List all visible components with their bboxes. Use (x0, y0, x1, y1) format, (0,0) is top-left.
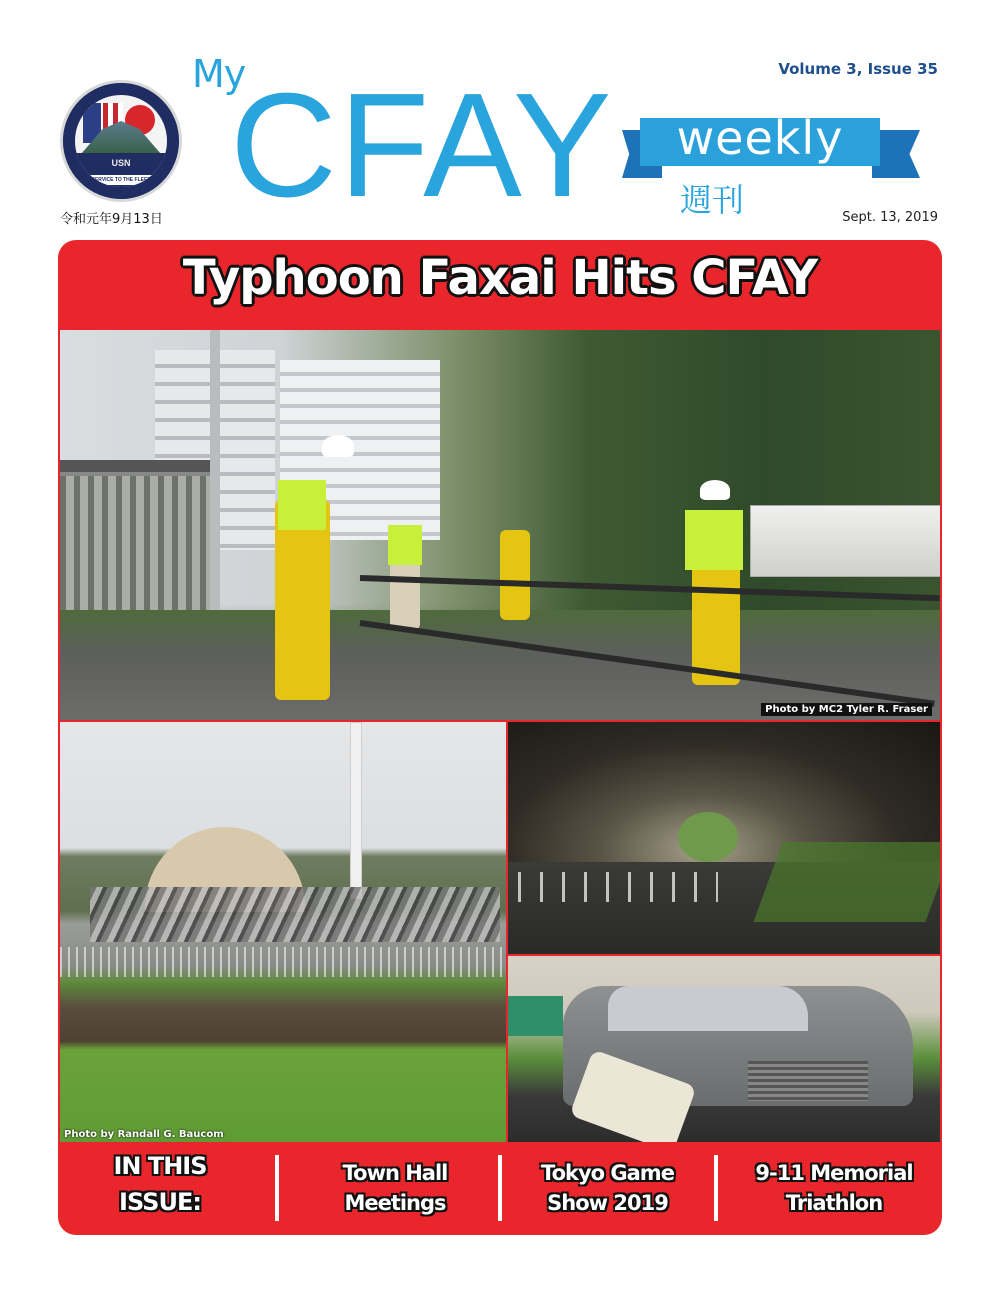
fence (60, 947, 506, 977)
issue-item-memorial-triathlon[interactable] (728, 1158, 940, 1218)
title-prefix: My (192, 52, 246, 96)
photo-damaged-car (508, 956, 940, 1142)
date-japanese: 令和元年9月13日 (60, 212, 163, 227)
issue-date: Sept. 13, 2019 (842, 210, 938, 225)
safety-vest (685, 510, 743, 570)
divider (498, 1155, 502, 1221)
divider (275, 1155, 279, 1221)
light-pole (210, 330, 220, 610)
photo-credit: Photo by MC2 Tyler R. Fraser (761, 703, 932, 716)
car-windshield (608, 986, 808, 1031)
heading-line: IN THIS (113, 1152, 207, 1180)
seal-usn-text: USN (111, 158, 131, 168)
volume-issue: Volume 3, Issue 35 (778, 60, 938, 78)
car-intercooler (748, 1061, 868, 1101)
grass-median (753, 842, 940, 922)
parking-lines (518, 872, 718, 902)
dump-truck (750, 505, 940, 577)
headline: Typhoon Faxai Hits CFAY (182, 250, 818, 306)
item-line: Town Hall (342, 1161, 448, 1185)
heading-line: ISSUE: (119, 1188, 201, 1216)
photo-credit: Photo by Randall G. Baucom (64, 1129, 224, 1140)
photo-collapsed-structure (60, 722, 506, 1142)
cfay-seal-logo (60, 80, 182, 202)
item-line: Meetings (344, 1191, 446, 1215)
seal-ring (63, 83, 179, 199)
photo-night-parking-lot (508, 722, 940, 954)
in-this-issue-heading (90, 1148, 230, 1220)
seal-ribbon-text: SERVICE TO THE FLEET (85, 175, 157, 185)
safety-vest (278, 480, 326, 530)
weekly-label: weekly (676, 111, 844, 165)
issue-item-town-hall[interactable] (300, 1158, 490, 1218)
divider (714, 1155, 718, 1221)
dumpster (508, 996, 563, 1036)
light-tower (350, 722, 362, 899)
issue-item-tokyo-game-show[interactable] (510, 1158, 705, 1218)
item-line: 9-11 Memorial (755, 1161, 913, 1185)
hard-hat (700, 480, 730, 500)
tree (678, 812, 738, 862)
hard-hat (322, 435, 354, 457)
collapsed-debris (90, 887, 500, 942)
photo-tree-cleanup (60, 330, 940, 720)
worker-figure (500, 530, 530, 620)
item-line: Tokyo Game (541, 1161, 674, 1185)
guard-rail (360, 575, 940, 601)
publication-title: CFAY (230, 63, 614, 228)
subtitle-japanese: 週刊 (680, 181, 745, 219)
item-line: Show 2019 (547, 1191, 668, 1215)
bus-shelter (60, 460, 210, 610)
worker-figure (275, 500, 330, 700)
safety-vest (388, 525, 422, 565)
item-line: Triathlon (785, 1191, 883, 1215)
worker-figure (692, 560, 740, 685)
